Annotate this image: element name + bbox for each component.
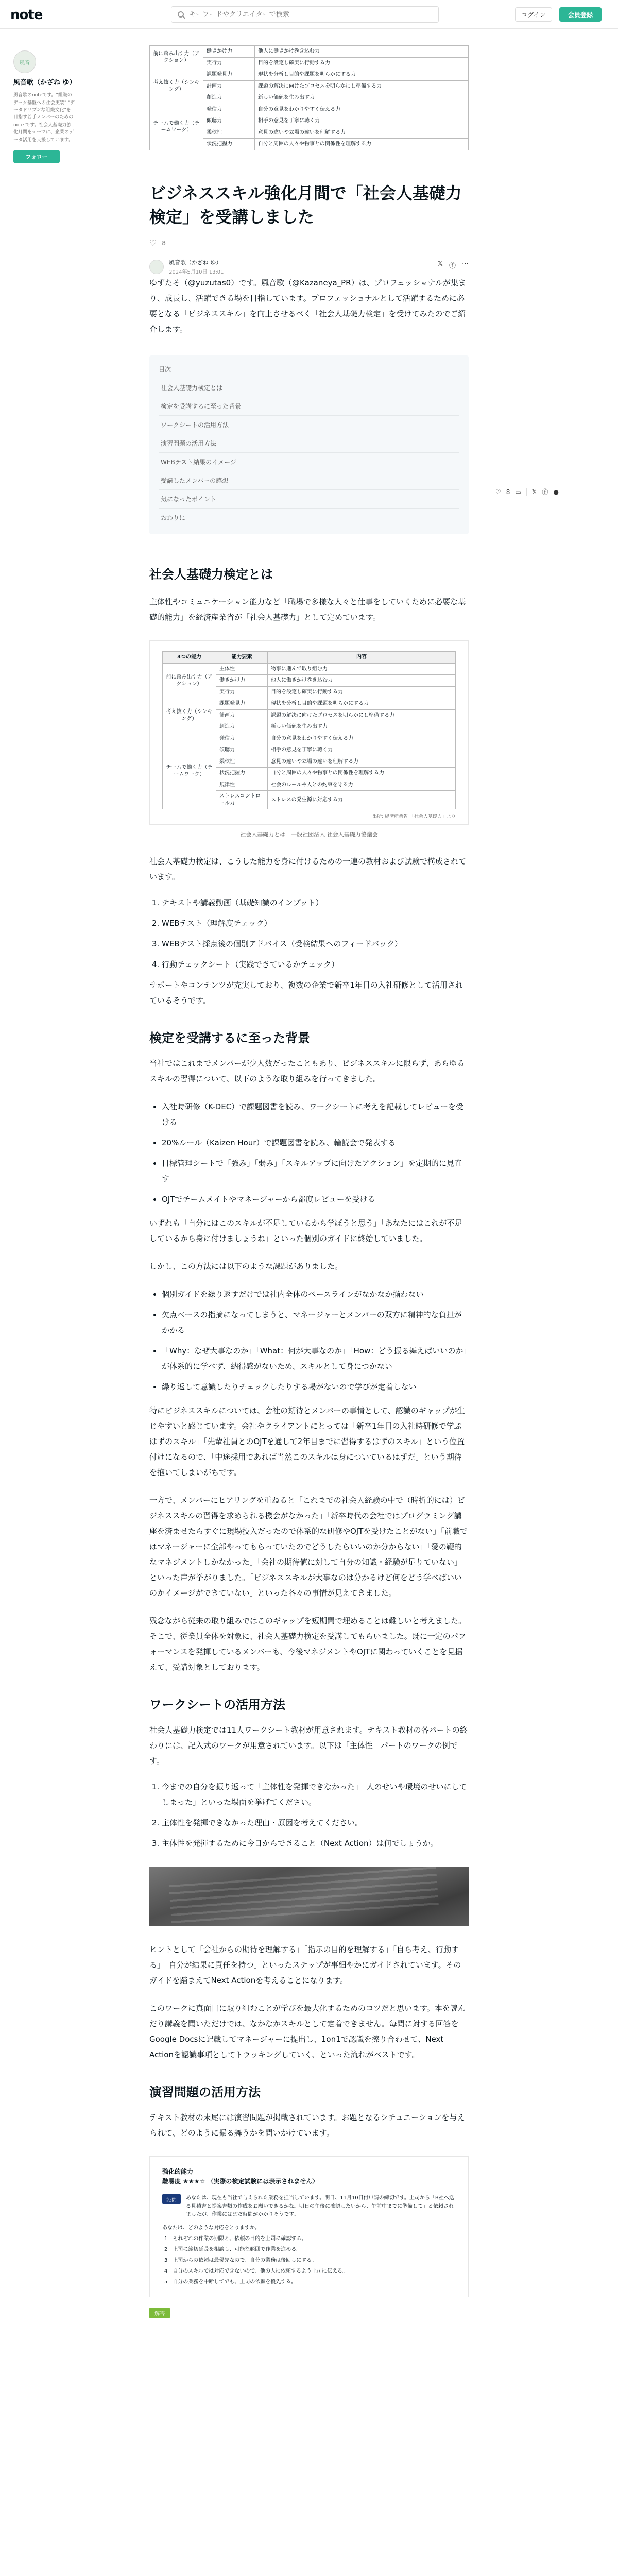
table-header-cell: 内容 [268,652,456,664]
table-cell-element: 働きかけ力 [203,46,255,58]
exercise-question [162,2194,456,2219]
section-heading: 検定を受講するに至った背景 [149,1031,310,1046]
table-cell-content: 相手の意見を丁寧に聴く力 [268,744,456,756]
toc-item[interactable]: 気になったポイント [159,490,459,509]
table-cell-content: 自分と周囲の人々や物事との関係性を理解する力 [268,768,456,779]
table-cell-element: 創造力 [203,92,255,104]
worksheet-list [149,1779,469,1851]
x-share-icon[interactable]: 𝕏 [531,488,537,496]
search-icon [178,11,184,18]
list-item: 1. テキストや講義動画（基礎知識のインプット） [162,895,469,910]
background-list [149,1099,469,1207]
toc-item[interactable]: 演習問題の活用方法 [159,434,459,453]
exercise-option: 4 自分のスキルでは対応できないので、他の人に依頼するよう上司に伝える。 [164,2268,348,2274]
table-row [163,663,456,675]
follow-button[interactable]: フォロー [13,150,60,163]
paragraph: このワークに真面目に取り組むことが学びを最大化するためのコツだと思います。本を読んだり講義を聞いただけでは、なかなかスキルとして定着できません。毎問に対する回答をGoogle Docsに記載してマネージャーに提出し、1on1で認識を擦り合わせて、Next Actionを認識事項としてトラッキングしていく、といった流れがベストです。 [149,2004,466,2060]
table-cell-element: 規律性 [216,779,268,791]
paragraph: 当社ではこれまでメンバーが少人数だったこともあり、ビジネススキルに限らず、あらゆるスキルの習得について、以下のような取り組みを行ってきました。 [149,1059,465,1084]
like-row [149,238,469,248]
list-item: 3. 主体性を発揮するために今日からできること（Next Action）は何でしょうか。 [162,1836,469,1851]
image-caption-link[interactable]: 社会人基礎力とは —般社団法人 社会人基礎力協議会 [240,831,378,838]
float-like-count: 8 [506,488,510,496]
exercise-difficulty: 難易度 ★★★☆ 〈実際の検定試験には表示されません〉 [162,2178,319,2185]
table-cell-content: 目的を設定し確実に行動する力 [255,57,469,69]
paragraph: 社会人基礎力検定では11人ワークシート教材が用意されます。テキスト教材の各パートの終わりには、記入式のワークが用意されています。以下は「主体性」パートのワークの例です。 [149,1725,468,1766]
table-cell-content: 意見の違いや立場の違いを理解する力 [255,127,469,139]
exercise-option: 5 自分の業務を中断してでも、上司の依頼を優先する。 [164,2279,297,2285]
steps-list [149,895,469,972]
exercise-image[interactable] [149,2156,469,2297]
author-name[interactable]: 風音歌（かざね ゆ） [169,259,222,266]
section-heading: ワークシートの活用方法 [149,1698,285,1713]
facebook-share-icon[interactable]: ⓕ [449,262,456,270]
table-cell-element: 働きかけ力 [216,675,268,687]
table-cell-content: 課題の解決に向けたプロセスを明らかにし準備する力 [255,80,469,92]
table-cell-element: 発信力 [216,733,268,744]
list-item: • 入社時研修（K-DEC）で課題図書を読み、ワークシートに考えを記載してレビューを受ける [162,1099,469,1130]
paragraph: 一方で、メンバーにヒアリングを重ねると「これまでの社会人経験の中で（時折的には）ビジネススキルの習得を求められる機会がなかった」「新卒時代の会社ではプログラミング講座を済ませたらすぐに現場投入だったので体系的な研修やOJTを受けたことがない」「前職ではマネージャーに全部やってもらっていたのでどうしたらいいのか分からない」「愛の鞭的なマネジメントしかなかった」「会社の期待値に対して自分の知識・経験が足りていない」といった声が挙がりました。「ビジネススキルが大事なのは分かるけど何をどう学べばいいのかイメージができていない」といった各々の事情が見えてきました。 [149,1496,468,1598]
table-cell-category: 前に踏み出す力（アクション） [163,663,216,698]
list-item: • 目標管理シートで「強み」「弱み」「スキルアップに向けたアクション」を定期的に見直す [162,1156,469,1187]
table-cell-element: 発信力 [203,104,255,115]
skills-table-image[interactable] [149,640,469,825]
table-row [150,104,469,115]
x-share-icon[interactable]: 𝕏 [437,260,443,268]
article-title: ビジネススキル強化月間で「社会人基礎力検定」を受講しました [149,183,462,227]
floating-actions [495,487,559,496]
author-row [149,258,469,275]
creator-name[interactable]: 風音歌（かざね ゆ） [13,79,76,87]
intro-paragraph: ゆずたそ（@yuzutas0）です。風音歌（@Kazaneya_PR）は、プロフェッショナルが集まり、成長し、活躍できる場を目指しています。プロフェッショナルとして活躍するために必要となる「ビジネススキル」を向上させるべく「社会人基礎力検定」を受けてみたのでご紹介します。 [149,278,466,334]
paragraph: しかし、この方法には以下のような課題がありました。 [149,1262,343,1272]
list-item: 2. 主体性を発揮できなかった理由・原因を考えてください。 [162,1815,469,1831]
share-icons [438,260,469,270]
heart-icon[interactable]: ♡ [495,488,501,496]
header-image-table [149,45,469,150]
section-heading: 演習問題の活用方法 [149,2085,261,2100]
list-item: 4. 行動チェックシート（実践できているかチェック） [162,957,469,972]
table-cell-element: 状況把握力 [216,768,268,779]
table-cell-category: チームで働く力（チームワーク） [150,104,203,150]
more-icon[interactable]: ⋯ [462,260,469,268]
answer-badge: 解答 [149,2308,170,2318]
table-cell-element: 柔軟性 [203,127,255,139]
search-box[interactable] [171,6,439,23]
table-cell-element: 傾聴力 [203,115,255,127]
creator-sidebar [13,50,75,163]
exercise-option: 3 上司からの依頼は最優先なので、自分の業務は後回しにする。 [164,2257,317,2263]
heart-icon[interactable]: ♡ [149,238,157,248]
top-header [0,0,618,29]
table-cell-element: 主体性 [216,663,268,675]
toc-item[interactable]: 検定を受講するに至った背景 [159,397,459,416]
table-cell-element: 柔軟性 [216,756,268,768]
toc-item[interactable]: ワークシートの活用方法 [159,416,459,434]
article-main [149,45,469,2318]
table-cell-content: 現状を分析し目的や課題を明らかにする力 [268,698,456,710]
line-share-icon[interactable]: ● [553,488,559,496]
list-item: • 個別ガイドを繰り返すだけでは社内全体のベースラインがなかなか揃わない [162,1286,469,1302]
comment-icon[interactable]: ▭ [515,488,521,496]
avatar[interactable]: 風音 [13,50,36,73]
worksheet-photo[interactable] [149,1867,469,1926]
skills-table-preview [149,45,469,150]
toc-item[interactable]: WEBテスト結果のイメージ [159,453,459,471]
author-avatar[interactable] [149,260,164,274]
table-cell-content: 物事に進んで取り組む力 [268,663,456,675]
table-cell-element: 傾聴力 [216,744,268,756]
list-item: 2. WEBテスト（理解度チェック） [162,916,469,931]
table-row [163,733,456,744]
table-source: 出所: 経済産業省 「社会人基礎力」より [372,814,456,820]
table-row [163,698,456,710]
like-count: 8 [162,239,166,247]
exercise-heading: 強化的能力 [162,2168,194,2176]
table-cell-element: ストレスコントロール力 [216,791,268,809]
table-cell-content: 相手の意見を丁寧に聴く力 [255,115,469,127]
publish-date: 2024年5月10日 13:01 [169,269,224,276]
table-cell-content: 新しい価値を生み出す力 [268,721,456,733]
table-of-contents [149,355,469,534]
issue-list [149,1286,469,1395]
toc-item[interactable]: 受講したメンバーの感想 [159,471,459,490]
table-cell-content: 意見の違いや立場の違いを理解する力 [268,756,456,768]
table-header-cell: 3つの能力 [163,652,216,664]
table-cell-content: 他人に働きかけ巻き込む力 [268,675,456,687]
toc-heading: 目次 [159,366,171,374]
table-cell-content: 他人に働きかけ巻き込む力 [255,46,469,58]
table-cell-content: 現状を分析し目的や課題を明らかにする力 [255,69,469,81]
list-item: • OJTでチームメイトやマネージャーから都度レビューを受ける [162,1192,469,1207]
skills-table [162,651,456,809]
list-item: • 20%ルール（Kaizen Hour）で課題図書を読み、輪読会で発表する [162,1135,469,1150]
table-cell-content: ストレスの発生源に対応する力 [268,791,456,809]
table-cell-element: 創造力 [216,721,268,733]
table-cell-content: 社会のルールや人との約束を守る力 [268,779,456,791]
list-item: • 「Why：なぜ大事なのか」「What：何が大事なのか」「How：どう振る舞えばいいのか」が体系的に学べず、納得感がないため、スキルとして身につかない [162,1343,469,1374]
exercise-option: 2 上司に締切延長を相談し、可能な範囲で作業を進める。 [164,2246,302,2252]
table-header-cell: 能力要素 [216,652,268,664]
author-meta [169,258,224,275]
question-sub: あなたは、どのような対応をとりますか。 [162,2225,260,2231]
table-cell-element: 計画力 [216,709,268,721]
paragraph: 主体性やコミュニケーション能力など「職場で多様な人々と仕事をしていくために必要な基礎的能力」を経済産業省が「社会人基礎力」として定めています。 [149,597,466,622]
table-cell-content: 自分の意見をわかりやすく伝える力 [255,104,469,115]
table-cell-element: 実行力 [216,686,268,698]
table-cell-content: 課題の解決に向けたプロセスを明らかにし準備する力 [268,709,456,721]
question-text: あなたは、現在も当社で与えられた業務を担当しています。明日、11月10日付申請の締切です。上司から「B社へ送る見積書と提案書類の作成をお願いできるかな。明日の午後に確認したいから、午前中までに準備して」と依頼されましたが、作業にはまだ時間がかかりそうです。 [186,2195,454,2217]
exercise-option: 1 それぞれの作業の期限と、依頼の目的を上司に確認する。 [164,2235,307,2242]
paragraph: 残念ながら従来の取り組みではこのギャップを短期間で埋めることは難しいと考えました。そこで、従業員全体を対象に、社会人基礎力検定を受講してもらいました。既に一定のパフォーマンスを発揮しているメンバーも、今後マネジメントやOJTに関わっていくことを見据えて、受講対象としております。 [149,1616,467,1672]
divider [526,488,527,496]
toc-item[interactable]: おわりに [159,509,459,527]
paragraph: 特にビジネススキルについては、会社の期待とメンバーの事情として、認識のギャップが生じやすいと感じています。会社やクライアントにとっては「新卒1年目の入社時研修で学ぶはずのスキル」「先輩社員とのOJTを通して2年目までに習得するはずのスキル」という位置付けになるので、「中途採用であれば当然このスキルは身についているはずだ」という期待を抱いてしまいがちです。 [149,1406,465,1478]
creator-description: 風音歌のnoteです。"組織のデータ基盤への社会実装" "データドリブンな組織文化"を目指す若手メンバーのためのnote です。社会人基礎力強化月間をテーマに、企業のデータ活用を支援しています。 [13,93,75,143]
table-cell-content: 目的を設定し確実に行動する力 [268,686,456,698]
paragraph: ヒントとして「会社からの期待を理解する」「指示の目的を理解する」「自ら考え、行動する」「自分が結果に責任を持つ」といったステップが事細やかにガイドされています。そのガイドを踏まえてNext Actionを考えることになります。 [149,1945,461,1986]
login-button[interactable]: ログイン [515,7,552,22]
paragraph: サポートやコンテンツが充実しており、複数の企業で新卒1年目の入社研修として活用されているそうです。 [149,980,463,1006]
note-logo[interactable]: note [10,7,43,23]
toc-item[interactable]: 社会人基礎力検定とは [159,379,459,397]
list-item: 3. WEBテスト採点後の個別アドバイス（受検結果へのフィードバック） [162,936,469,952]
list-item: • 繰り返して意識したりチェックしたりする場がないので学びが定着しない [162,1379,469,1395]
table-cell-category: チームで働く力（チームワーク） [163,733,216,809]
list-item: • 欠点ベースの指摘になってしまうと、マネージャーとメンバーの双方に精神的な負担がかかる [162,1307,469,1338]
table-cell-category: 前に踏み出す力（アクション） [150,46,203,69]
paragraph: いずれも「自分にはこのスキルが不足しているから学ぼうと思う」「あなたにはこれが不足しているから身に付けましょうね」といった個別のガイドに終始していました。 [149,1218,462,1244]
table-cell-content: 新しい価値を生み出す力 [255,92,469,104]
paragraph: 社会人基礎力検定は、こうした能力を身に付けるための一連の教材および試験で構成されています。 [149,857,467,882]
table-cell-content: 自分の意見をわかりやすく伝える力 [268,733,456,744]
list-item: 1. 今までの自分を振り返って「主体性を発揮できなかった」「人のせいや環境のせいにしてしまった」といった場面を挙げてください。 [162,1779,469,1810]
table-header-row [163,652,456,664]
table-cell-category: 考え抜く力（シンキング） [163,698,216,733]
facebook-share-icon[interactable]: ⓕ [542,488,548,496]
signup-button[interactable]: 会員登録 [559,7,602,22]
section-heading: 社会人基礎力検定とは [149,567,273,582]
table-cell-element: 実行力 [203,57,255,69]
question-tag: 設問 [162,2194,181,2204]
search-input[interactable] [189,11,426,19]
table-cell-element: 計画力 [203,80,255,92]
table-cell-element: 状況把握力 [203,139,255,150]
table-row [150,69,469,81]
table-cell-content: 自分と周囲の人々や物事との関係性を理解する力 [255,139,469,150]
table-cell-category: 考え抜く力（シンキング） [150,69,203,104]
table-row [150,46,469,58]
table-cell-element: 課題発見力 [216,698,268,710]
paragraph: テキスト教材の末尾には演習問題が掲載されています。お題となるシチュエーションを与えられて、どのように振る舞うかを問いかけています。 [149,2113,465,2138]
table-cell-element: 課題発見力 [203,69,255,81]
